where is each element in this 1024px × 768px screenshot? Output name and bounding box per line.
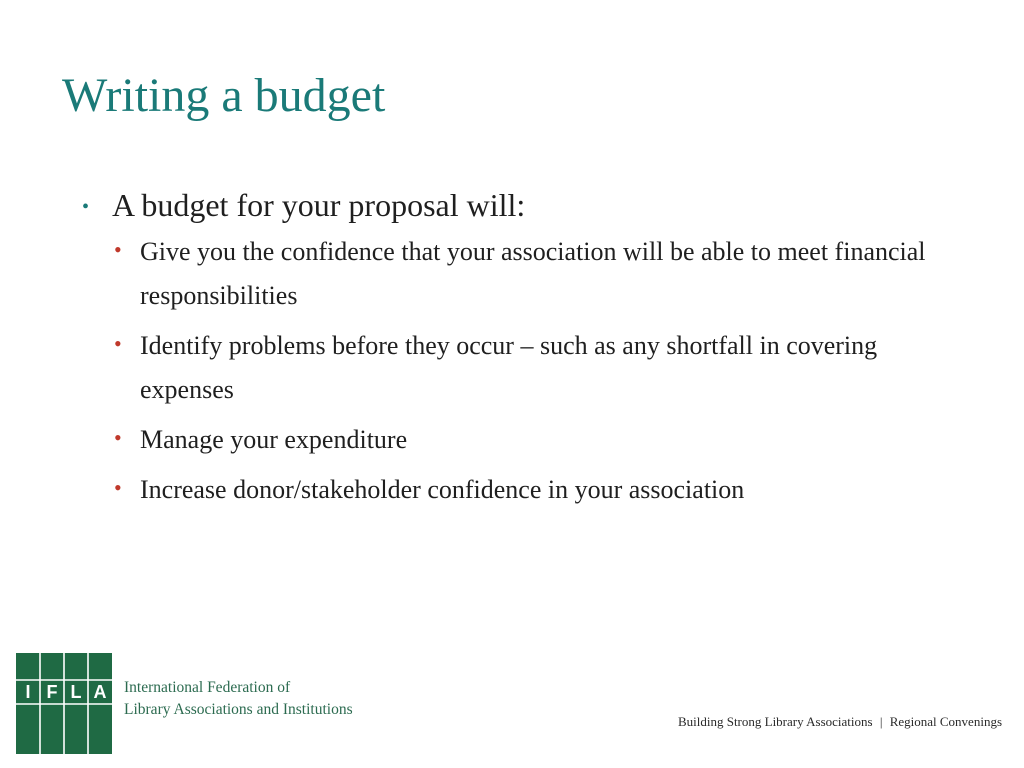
- slide-body: [82, 184, 962, 518]
- sub-bullet: [112, 468, 962, 512]
- organization-name-line: Library Associations and Institutions: [124, 701, 353, 718]
- sub-bullet-text: Identify problems before they occur – such as any shortfall in covering expenses: [140, 331, 878, 404]
- sub-bullet: [112, 230, 962, 318]
- ifla-logo: [16, 653, 112, 754]
- footer: [678, 713, 1002, 731]
- footer-separator: |: [879, 714, 883, 729]
- logo-letter: I: [25, 682, 31, 702]
- sub-bullet-marker: •: [114, 331, 122, 356]
- sub-bullet: [112, 324, 962, 412]
- sub-bullet-marker: •: [114, 425, 122, 450]
- sub-bullet-marker: •: [114, 237, 122, 262]
- logo-letter: L: [70, 682, 82, 702]
- logo-letter: A: [93, 682, 107, 702]
- bullet-level-1-text: A budget for your proposal will:: [112, 187, 526, 223]
- bullet-marker: •: [82, 196, 90, 218]
- footer-right: Regional Convenings: [889, 714, 1002, 729]
- slide-title: Writing a budget: [62, 69, 386, 122]
- bullet-level-1: [82, 184, 962, 226]
- logo-letter: F: [46, 682, 58, 702]
- sub-bullet-marker: •: [114, 475, 122, 500]
- organization-name: [124, 677, 353, 721]
- sub-bullet-text: Increase donor/stakeholder confidence in your association: [140, 475, 745, 504]
- sub-bullet-list: [82, 230, 962, 512]
- sub-bullet-text: Give you the confidence that your association will be able to meet financial responsibilities: [140, 237, 926, 310]
- organization-name-line: International Federation of: [124, 679, 291, 696]
- sub-bullet: [112, 418, 962, 462]
- footer-left: Building Strong Library Associations: [677, 714, 873, 729]
- sub-bullet-text: Manage your expenditure: [140, 425, 408, 454]
